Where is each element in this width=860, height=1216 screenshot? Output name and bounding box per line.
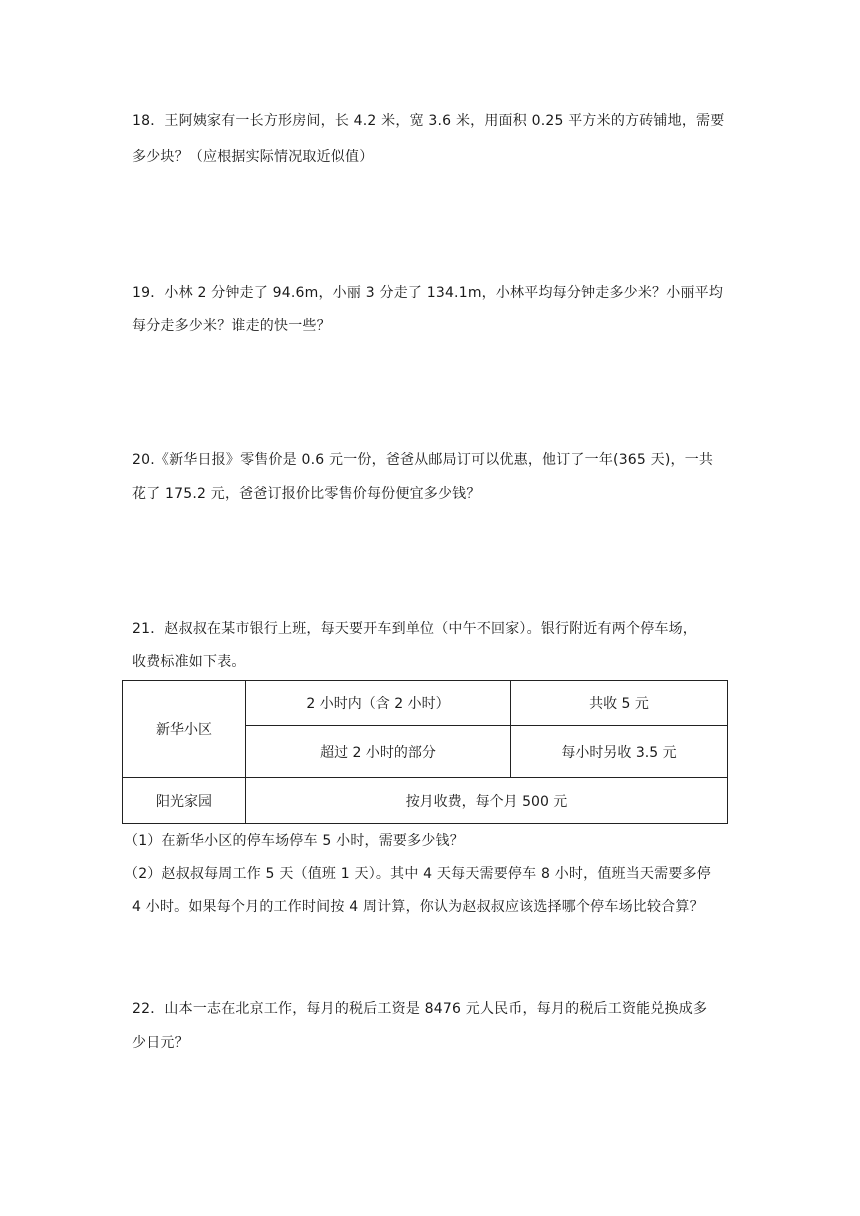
lot1-rule1-condition-cell: 2 小时内（含 2 小时） [246, 681, 511, 726]
lot1-rule2-condition-cell: 超过 2 小时的部分 [246, 726, 511, 778]
q18-line-2: 多少块？（应根据实际情况取近似值） [132, 149, 374, 165]
q18-line-1: 18．王阿姨家有一长方形房间，长 4.2 米，宽 3.6 米，用面积 0.25 平方米的方砖铺地，需要 [132, 113, 725, 129]
lot2-fee-cell: 按月收费，每个月 500 元 [246, 778, 728, 824]
q19-line-1: 19．小林 2 分钟走了 94.6m，小丽 3 分走了 134.1m，小林平均每分钟走多少米？小丽平均 [132, 285, 724, 301]
q22-line-2: 少日元？ [132, 1035, 189, 1051]
parking-fee-table [122, 680, 728, 824]
q21-sub-line-3: 4 小时。如果每个月的工作时间按 4 周计算，你认为赵叔叔应该选择哪个停车场比较合算？ [132, 899, 704, 915]
lot1-name-cell: 新华小区 [123, 681, 246, 778]
table-row [123, 778, 728, 824]
q20-line-2: 花了 175.2 元，爸爸订报价比零售价每份便宜多少钱？ [132, 486, 481, 502]
q19-line-2: 每分走多少米？谁走的快一些？ [132, 318, 331, 334]
q21-line-1: 21．赵叔叔在某市银行上班，每天要开车到单位（中午不回家）。银行附近有两个停车场， [132, 621, 698, 637]
lot2-name-cell: 阳光家园 [123, 778, 246, 824]
q20-line-1: 20.《新华日报》零售价是 0.6 元一份，爸爸从邮局订可以优惠，他订了一年(365 天)，一共 [132, 452, 714, 468]
lot1-rule1-fee-cell: 共收 5 元 [511, 681, 728, 726]
q21-sub-line-1: （1）在新华小区的停车场停车 5 小时，需要多少钱？ [124, 833, 464, 849]
q21-sub-line-2: （2）赵叔叔每周工作 5 天（值班 1 天）。其中 4 天每天需要停车 8 小时，值班当天需要多停 [124, 866, 711, 882]
q21-line-2: 收费标准如下表。 [132, 654, 246, 670]
q22-line-1: 22．山本一志在北京工作，每月的税后工资是 8476 元人民币，每月的税后工资能兑换成多 [132, 1001, 708, 1017]
table-row [123, 681, 728, 726]
lot1-rule2-fee-cell: 每小时另收 3.5 元 [511, 726, 728, 778]
